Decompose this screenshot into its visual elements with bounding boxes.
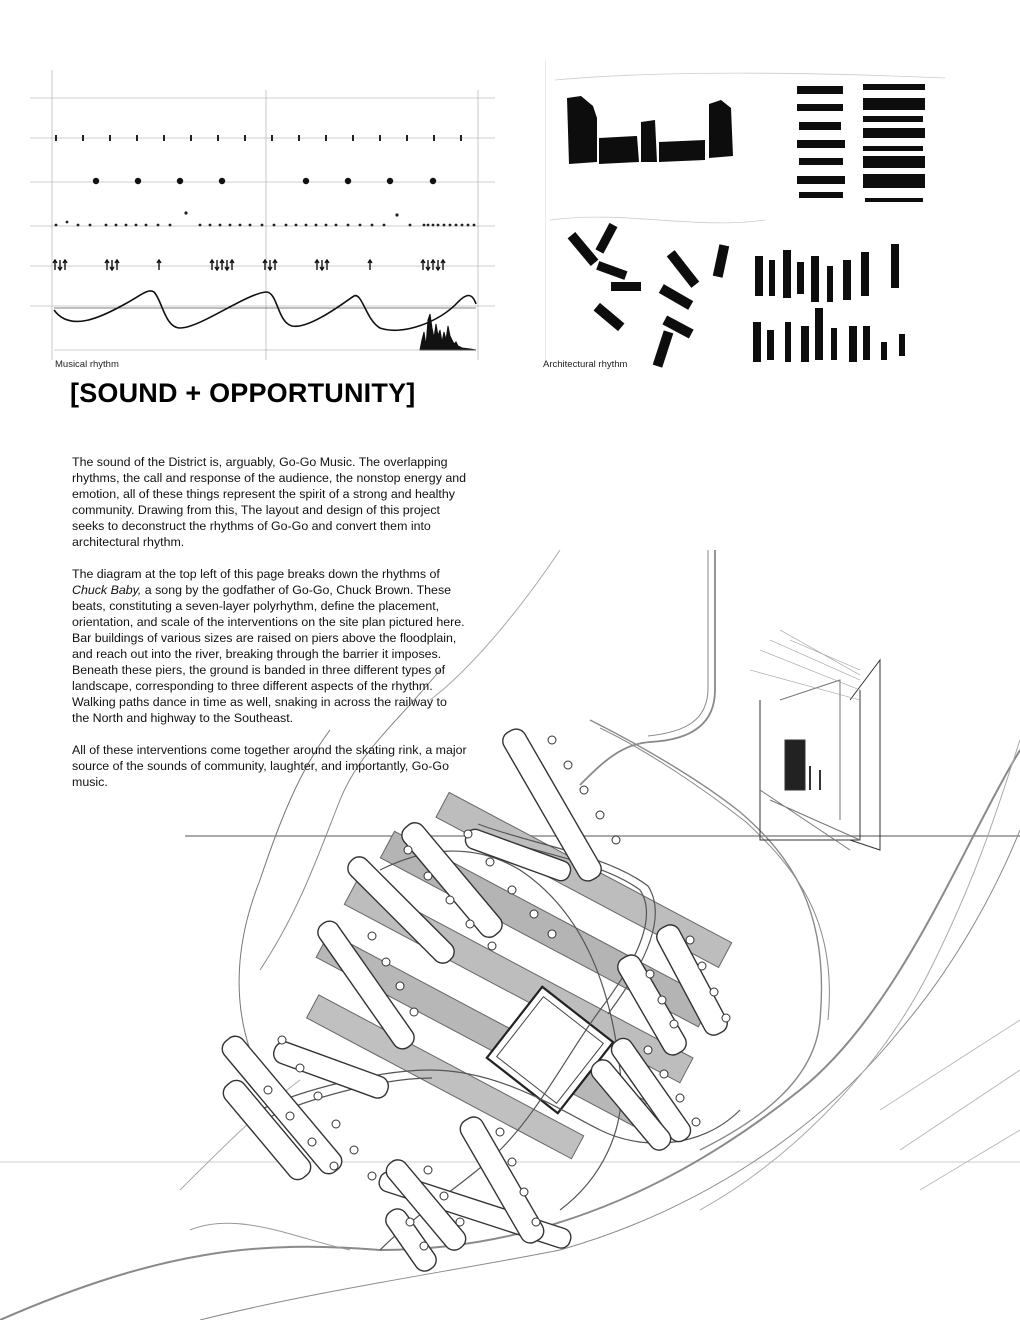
musical-rhythm-caption: Musical rhythm: [55, 359, 119, 370]
musical-rhythm-diagram: [30, 70, 500, 370]
paragraph-diagram-lead: The diagram at the top left of this page breaks down the rhythms of: [72, 567, 440, 581]
architectural-rhythm-caption: Architectural rhythm: [543, 359, 628, 370]
architectural-rhythm-diagram: [545, 60, 965, 370]
paragraph-diagram: [72, 566, 467, 726]
body-text: [72, 454, 467, 806]
paragraph-intro: The sound of the District is, arguably, Go-Go Music. The overlapping rhythms, the call and response of the audience, the nonstop energy and emotion, all of these things represent the spirit of a strong and healthy community. Drawing from this, The layout and design of this project seeks to deconstruct the rhythms of Go-Go and convert them into architectural rhythm.: [72, 455, 467, 549]
song-title: Chuck Baby,: [72, 583, 142, 597]
paragraph-rink: All of these interventions come together around the skating rink, a major source of the sounds of community, laughter, and importantly, Go-Go music.: [72, 743, 467, 789]
paragraph-diagram-rest: a song by the godfather of Go-Go, Chuck Brown. These beats, constituting a seven-layer polyrhythm, define the placement, orientation, and scale of the interventions on the site plan pictured here. Bar buildings of various sizes are raised on piers above the floodplain, and reach out into the river, breaking through the barrier it imposes. Beneath these piers, the ground is banded in three different types of landscape, corresponding to three different aspects of the rhythm. Walking paths dance in time as well, snaking in across the railway to the North and highway to the Southeast.: [72, 583, 465, 725]
page-title: [SOUND + OPPORTUNITY]: [70, 378, 416, 408]
